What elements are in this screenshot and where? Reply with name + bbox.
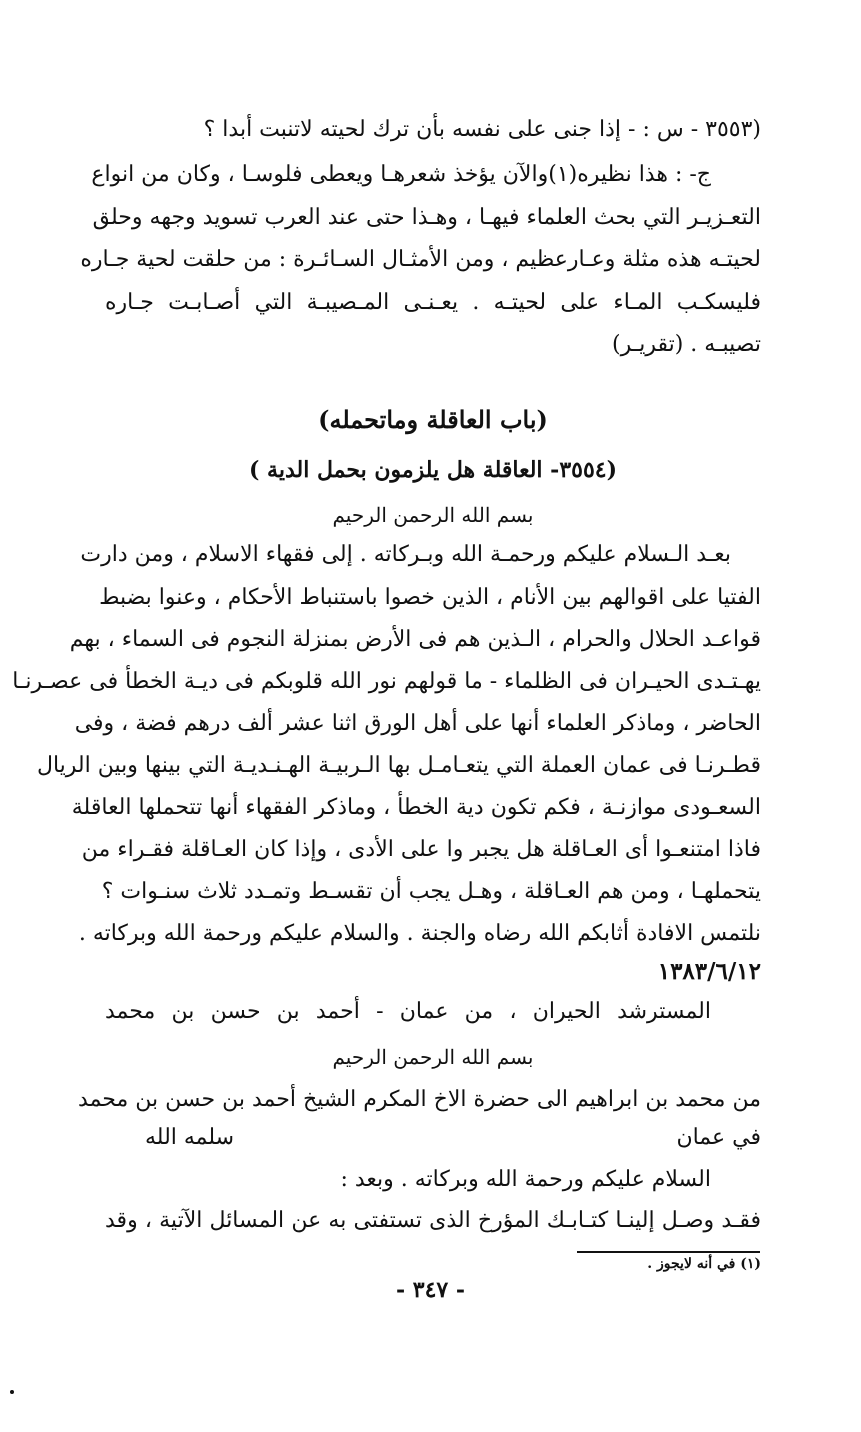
basmala: بسم الله الرحمن الرحيم	[332, 1045, 534, 1069]
sender-line: المسترشد الحيران ، من عمان - أحمد بن حسن بن محمد	[105, 999, 711, 1024]
page-number: - ٣٤٧ -	[395, 1277, 466, 1303]
letter-line: الحاضر ، وماذكر العلماء أنها على أهل الورق اثنا عشر ألف درهم فضة ، وفى	[74, 711, 761, 736]
letter-line: قطـرنـا فى عمان العملة التي يتعـامـل بها الـربيـة الهـنـديـة التي بينها وبين الريال	[36, 753, 761, 778]
reply-salutation: سلمه الله	[145, 1125, 235, 1150]
letter-line: نلتمس الافادة أثابكم الله رضاه والجنة . والسلام عليكم ورحمة الله وبركاته .	[78, 921, 761, 946]
answer-3553-line: لحيتـه هذه مثلة وعـارعظيم ، ومن الأمثـال السـائـرة : من حلقت لحية جـاره	[80, 247, 761, 272]
reply-opening-line: فقـد وصـل إلينـا كتـابـك المؤرخ الذى تستفتى به عن المسائل الآتية ، وقد	[105, 1208, 761, 1233]
letter-line: الفتيا على اقوالهم بين الأنام ، الذين خصوا باستنباط الأحكام ، وعنوا بضبط	[99, 585, 761, 610]
letter-date: ١٣٨٣/٦/١٢	[657, 958, 761, 985]
reply-location-row	[105, 1118, 761, 1158]
answer-3553-line: ج- : هذا نظيره(١)والآن يؤخذ شعرهـا ويعطى فلوسـا ، وكان من انواع	[91, 162, 711, 187]
reply-address-line: من محمد بن ابراهيم الى حضرة الاخ المكرم الشيخ أحمد بن حسن بن محمد	[78, 1087, 761, 1112]
letter-line: يهـتـدى الحيـران فى الظلماء - ما قولهم نور الله قلوبكم فى ديـة الخطأ فى عصـرنـا	[12, 669, 761, 694]
chapter-title: (باب العاقلة وماتحمله)	[318, 405, 548, 434]
footnote-divider	[577, 1251, 760, 1253]
letter-line: السعـودى موازنـة ، فكم تكون دية الخطأ ، وماذكر الفقهاء أنها تتحملها العاقلة	[71, 795, 761, 820]
question-3554-title: (٣٥٥٤- العاقلة هل يلزمون بحمل الدية )	[248, 457, 617, 483]
answer-3553-line: تصيبـه . (تقريـر)	[612, 332, 761, 357]
reply-location: في عمان	[676, 1125, 761, 1150]
letter-line: قواعـد الحلال والحرام ، الـذين هم فى الأرض بمنزلة النجوم فى السماء ، بهم	[69, 627, 761, 652]
letter-line: بعـد الـسلام عليكم ورحمـة الله وبـركاته . إلى فقهاء الاسلام ، ومن دارت	[80, 542, 731, 567]
reply-greeting: السلام عليكم ورحمة الله وبركاته . وبعد :	[340, 1167, 711, 1192]
answer-3553-line: فليسكـب المـاء على لحيتـه . يعـنـى المـصيبـة التي أصـابـت جـاره	[105, 290, 761, 315]
letter-line: يتحملهـا ، ومن هم العـاقلة ، وهـل يجب أن تقسـط وتمـدد ثلاث سنـوات ؟	[101, 879, 761, 904]
scan-speck	[10, 1390, 14, 1394]
basmala: بسم الله الرحمن الرحيم	[332, 503, 534, 527]
question-3553-line: (٣٥٥٣ - س : - إذا جنى على نفسه بأن ترك لحيته لاتنبت أبدا ؟	[203, 117, 761, 142]
footnote: (١) في أنه لايجوز .	[647, 1256, 761, 1272]
letter-line: فاذا امتنعـوا أى العـاقلة هل يجبر وا على الأدى ، وإذا كان العـاقلة فقـراء من	[81, 837, 761, 862]
answer-3553-line: التعـزيـر التي بحث العلماء فيهـا ، وهـذا حتى عند العرب تسويد وجهه وحلق	[92, 205, 761, 230]
